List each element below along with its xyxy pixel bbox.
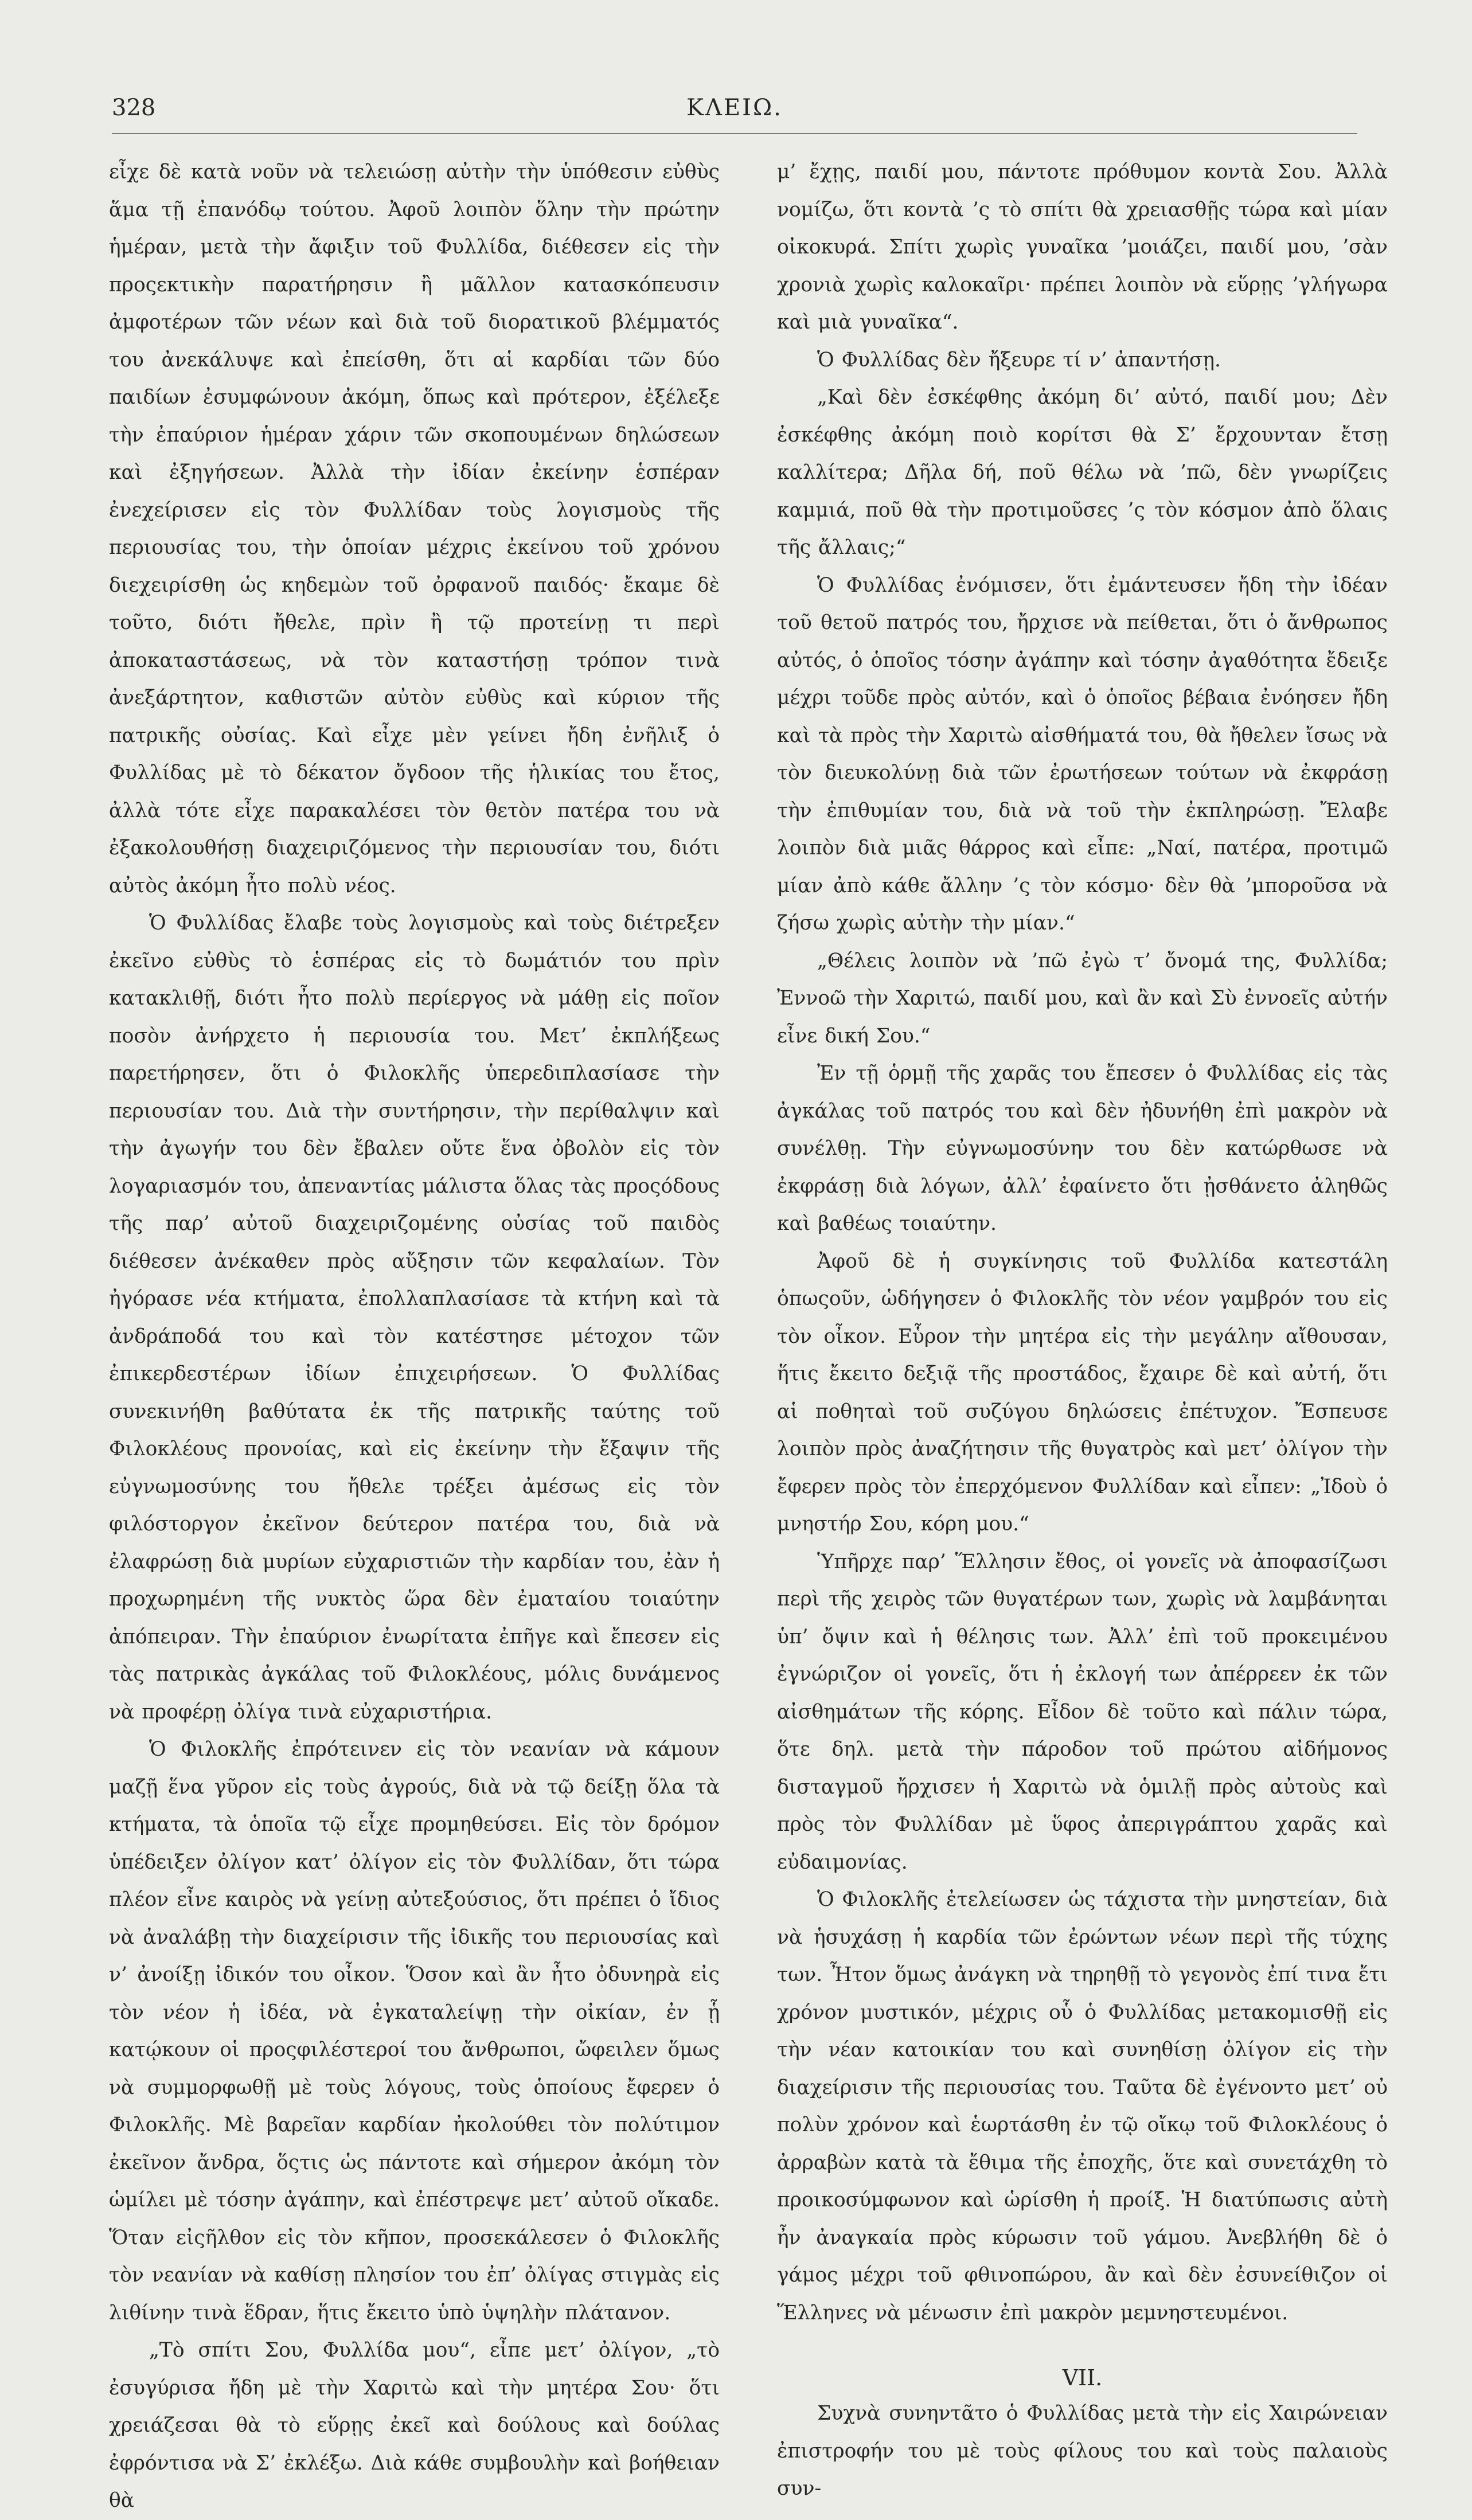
header-rule (112, 133, 1357, 134)
page-number: 328 (112, 95, 156, 121)
paragraph: Ὁ Φυλλίδας ἐνόμισεν, ὅτι ἐμάντευσεν ἤδη τὴν ἰδέαν τοῦ θετοῦ πατρός του, ἤρχισε νὰ πείθεται, ὅτι ὁ ἄνθρωπος αὐτός, ὁ ὁποῖος τόσην ἀγάπην καὶ τόσην ἀγαθότητα ἔδειξε μέχρι τοῦδε πρὸς αὐτόν, καὶ ὁ ὁποῖος βέβαια ἐνόησεν ἤδη καὶ τὰ πρὸς τὴν Χαριτὼ αἰσθήματά του, θὰ ἤθελεν ἴσως νὰ τὸν διευκολύνῃ διὰ τῶν ἐρωτήσεων τούτων νὰ ἐκφράσῃ τὴν ἐπιθυμίαν του, διὰ νὰ τοῦ τὴν ἐκπληρώσῃ. Ἔλαβε λοιπὸν διὰ μιᾶς θάρρος καὶ εἶπε: „Ναί, πατέρα, προτιμῶ μίαν ἀπὸ κάθε ἄλλην ’ς τὸν κόσμο· δὲν θὰ ’μποροῦσα νὰ ζήσω χωρὶς αὐτὴν τὴν μίαν.“ (777, 573, 1388, 935)
paragraph: Συχνὰ συνηντᾶτο ὁ Φυλλίδας μετὰ τὴν εἰς Χαιρώνειαν ἐπιστροφήν του μὲ τοὺς φίλους του καὶ τοὺς παλαιοὺς συν- (777, 2402, 1388, 2500)
paragraph: Ἀφοῦ δὲ ἡ συγκίνησις τοῦ Φυλλίδα κατεστάλη ὁπωςοῦν, ὡδήγησεν ὁ Φιλοκλῆς τὸν νέον γαμβρόν του εἰς τὸν οἶκον. Εὗρον τὴν μητέρα εἰς τὴν μεγάλην αἴθουσαν, ἥτις ἔκειτο δεξιᾷ τῆς προστάδος, ἔχαιρε δὲ καὶ αὐτή, ὅτι αἱ ποθηταὶ τοῦ συζύγου δηλώσεις ἐπέτυχον. Ἔσπευσε λοιπὸν πρὸς ἀναζήτησιν τῆς θυγατρὸς καὶ μετ’ ὀλίγον τὴν ἔφερεν πρὸς τὸν ἐπερχόμενον Φυλλίδαν καὶ εἶπεν: „Ἰδοὺ ὁ μνηστήρ Σου, κόρη μου.“ (777, 1249, 1388, 1536)
paragraph: Ὁ Φυλλίδας δὲν ἤξευρε τί ν’ ἀπαντήσῃ. (817, 348, 1221, 372)
section-number: VII. (1062, 2365, 1103, 2390)
paragraph: „Καὶ δὲν ἐσκέφθης ἀκόμη δι’ αὐτό, παιδί μου; Δὲν ἐσκέφθης ἀκόμη ποιὸ κορίτσι θὰ Σ’ ἔρχουνταν ἔτσῃ καλλίτερα; Δῆλα δή, ποῦ θέλω νὰ ’πῶ, δὲν γνωρίζεις καμμιά, ποῦ θὰ τὴν προτιμοῦσες ’ς τὸν κόσμον ἀπὸ ὅλαις τῆς ἄλλαις;“ (777, 386, 1388, 559)
paragraph: μ’ ἔχῃς, παιδί μου, πάντοτε πρόθυμον κοντὰ Σου. Ἀλλὰ νομίζω, ὅτι κοντὰ ’ς τὸ σπίτι θὰ χρειασθῇς τώρα καὶ μίαν οἰκοκυρά. Σπίτι χωρὶς γυναῖκα ’μοιάζει, παιδί μου, ’σὰν χρονιὰ χωρὶς καλοκαῖρι· πρέπει λοιπὸν νὰ εὕρῃς ’γλήγωρα καὶ μιὰ γυναῖκα“. (777, 161, 1388, 334)
running-title: ΚΛΕΙΩ. (686, 95, 783, 121)
paragraph: Ὁ Φυλλίδας ἔλαβε τοὺς λογισμοὺς καὶ τοὺς διέτρεξεν ἐκεῖνο εὐθὺς τὸ ἑσπέρας εἰς τὸ δωμάτιόν του πρὶν κατακλιθῇ, διότι ἦτο πολὺ περίεργος νὰ μάθῃ εἰς ποῖον ποσὸν ἀνήρχετο ἡ περιουσία του. Μετ’ ἐκπλήξεως παρετήρησεν, ὅτι ὁ Φιλοκλῆς ὑπερεδιπλασίασε τὴν περιουσίαν του. Διὰ τὴν συντήρησιν, τὴν περίθαλψιν καὶ τὴν ἀγωγήν του δὲν ἔβαλεν οὔτε ἕνα ὀβολὸν εἰς τὸν λογαριασμόν του, ἀπεναντίας μάλιστα ὅλας τὰς προςόδους τῆς παρ’ αὐτοῦ διαχειριζομένης οὐσίας τοῦ παιδὸς διέθεσεν ἀνέκαθεν πρὸς αὔξησιν τῶν κεφαλαίων. Τὸν ἠγόρασε νέα κτήματα, ἐπολλαπλασίασε τὰ κτήνη καὶ τὰ ἀνδράποδά του καὶ τὸν κατέστησε μέτοχον τῶν ἐπικερδεστέρων ἰδίων ἐπιχειρήσεων. Ὁ Φυλλίδας συνεκινήθη βαθύτατα ἐκ τῆς πατρικῆς ταύτης τοῦ Φιλοκλέους προνοίας, καὶ εἰς ἐκείνην τὴν ἔξαψιν τῆς εὐγνωμοσύνης του ἤθελε τρέξει ἀμέσως εἰς τὸν φιλόστοργον ἐκεῖνον δεύτερον πατέρα του, διὰ νὰ ἐλαφρώσῃ διὰ μυρίων εὐχαριστιῶν τὴν καρδίαν του, ἐὰν ἡ προχωρημένη τῆς νυκτὸς ὥρα δὲν ἐματαίου τοιαύτην ἀπόπειραν. Τὴν ἐπαύριον ἐνωρίτατα ἐπῆγε καὶ ἔπεσεν εἰς τὰς πατρικὰς ἀγκάλας τοῦ Φιλοκλέους, μόλις δυνάμενος νὰ προφέρῃ ὀλίγα τινὰ εὐχαριστήρια. (109, 912, 720, 1724)
paragraph: Ἐν τῇ ὁρμῇ τῆς χαρᾶς του ἔπεσεν ὁ Φυλλίδας εἰς τὰς ἀγκάλας τοῦ πατρός του καὶ δὲν ἠδυνήθη ἐπὶ μακρὸν νὰ συνέλθῃ. Τὴν εὐγνωμοσύνην του δὲν κατώρθωσε νὰ ἐκφράσῃ διὰ λόγων, ἀλλ’ ἐφαίνετο ὅτι ᾐσθάνετο ἀληθῶς καὶ βαθέως τοιαύτην. (777, 1062, 1388, 1235)
paragraph: Ὁ Φιλοκλῆς ἐπρότεινεν εἰς τὸν νεανίαν νὰ κάμουν μαζῇ ἕνα γῦρον εἰς τοὺς ἀγρούς, διὰ νὰ τῷ δείξῃ ὅλα τὰ κτήματα, τὰ ὁποῖα τῷ εἶχε προμηθεύσει. Εἰς τὸν δρόμον ὑπέδειξεν ὀλίγον κατ’ ὀλίγον εἰς τὸν Φυλλίδαν, ὅτι τώρα πλέον εἶνε καιρὸς νὰ γείνῃ αὐτεξούσιος, ὅτι πρέπει ὁ ἴδιος νὰ ἀναλάβῃ τὴν διαχείρισιν τῆς ἰδικῆς του περιουσίας καὶ ν’ ἀνοίξῃ ἰδικόν του οἶκον. Ὅσον καὶ ἂν ἦτο ὀδυνηρὰ εἰς τὸν νέον ἡ ἰδέα, νὰ ἐγκαταλείψῃ τὴν οἰκίαν, ἐν ᾗ κατῴκουν οἱ προςφιλέστεροί του ἄνθρωποι, ὤφειλεν ὅμως νὰ συμμορφωθῇ μὲ τοὺς λόγους, τοὺς ὁποίους ἔφερεν ὁ Φιλοκλῆς. Μὲ βαρεῖαν καρδίαν ἠκολούθει τὸν πολύτιμον ἐκεῖνον ἄνδρα, ὅςτις ὡς πάντοτε καὶ σήμερον ἀκόμη τὸν ὡμίλει μὲ τόσην ἀγάπην, καὶ ἐπέστρεψε μετ’ αὐτοῦ οἴκαδε. Ὅταν εἰςῆλθον εἰς τὸν κῆπον, προσεκάλεσεν ὁ Φιλοκλῆς τὸν νεανίαν νὰ καθίσῃ πλησίον του ἐπ’ ὀλίγας στιγμὰς εἰς λιθίνην τινὰ ἕδραν, ἥτις ἔκειτο ὑπὸ ὑψηλὴν πλάτανον. (109, 1738, 720, 2324)
paragraph: Ὁ Φιλοκλῆς ἐτελείωσεν ὡς τάχιστα τὴν μνηστείαν, διὰ νὰ ἡσυχάσῃ ἡ καρδία τῶν ἐρώντων νέων περὶ τῆς τύχης των. Ἦτον ὅμως ἀνάγκη νὰ τηρηθῇ τὸ γεγονὸς ἐπί τινα ἔτι χρόνον μυστικόν, μέχρις οὗ ὁ Φυλλίδας μετακομισθῇ εἰς τὴν νέαν κατοικίαν του καὶ συνηθίσῃ ὀλίγον εἰς τὴν διαχείρισιν τῆς περιουσίας του. Ταῦτα δὲ ἐγένοντο μετ’ οὐ πολὺν χρόνον καὶ ἑωρτάσθη ἐν τῷ οἴκῳ τοῦ Φιλοκλέους ὁ ἀρραβὼν κατὰ τὰ ἔθιμα τῆς ἐποχῆς, ὅτε καὶ συνετάχθη τὸ προικοσύμφωνον καὶ ὡρίσθη ἡ προίξ. Ἡ διατύπωσις αὐτὴ ἦν ἀναγκαία πρὸς κύρωσιν τοῦ γάμου. Ἀνεβλήθη δὲ ὁ γάμος μέχρι τοῦ φθινοπώρου, ἂν καὶ δὲν ἐσυνείθιζον οἱ Ἕλληνες νὰ μένωσιν ἐπὶ μακρὸν μεμνηστευμένοι. (777, 1888, 1388, 2324)
paragraph: Ὑπῆρχε παρ’ Ἕλλησιν ἔθος, οἱ γονεῖς νὰ ἀποφασίζωσι περὶ τῆς χειρὸς τῶν θυγατέρων των, χωρὶς νὰ λαμβάνηται ὑπ’ ὄψιν καὶ ἡ θέλησις των. Ἀλλ’ ἐπὶ τοῦ προκειμένου ἐγνώριζον οἱ γονεῖς, ὅτι ἡ ἐκλογή των ἀπέρρεεν ἐκ τῶν αἰσθημάτων τῆς κόρης. Εἶδον δὲ τοῦτο καὶ πάλιν τώρα, ὅτε δηλ. μετὰ τὴν πάροδον τοῦ πρώτου αἰδήμονος δισταγμοῦ ἤρχισεν ἡ Χαριτὼ νὰ ὁμιλῇ πρὸς αὐτοὺς καὶ πρὸς τὸν Φυλλίδαν μὲ ὕφος ἀπεριγράπτου χαρᾶς καὶ εὐδαιμονίας. (777, 1550, 1388, 1874)
paragraph: „Τὸ σπίτι Σου, Φυλλίδα μου“, εἶπε μετ’ ὀλίγον, „τὸ ἐσυγύρισα ἤδη μὲ τὴν Χαριτὼ καὶ τὴν μητέρα Σου· ὅτι χρειάζεσαι θὰ τὸ εὕρῃς ἐκεῖ καὶ δούλους καὶ δούλας ἐφρόντισα νὰ Σ’ ἐκλέξω. Διὰ κάθε συμβουλὴν καὶ βοήθειαν θὰ (109, 2339, 720, 2512)
right-column (777, 154, 1388, 2508)
left-column (109, 154, 720, 2520)
paragraph: „Θέλεις λοιπὸν νὰ ’πῶ ἐγὼ τ’ ὄνομά της, Φυλλίδα; Ἐννοῶ τὴν Χαριτώ, παιδί μου, καὶ ἂν καὶ Σὺ ἐννοεῖς αὐτήν εἶνε δική Σου.“ (777, 949, 1388, 1048)
paragraph: εἶχε δὲ κατὰ νοῦν νὰ τελειώσῃ αὐτὴν τὴν ὑπόθεσιν εὐθὺς ἅμα τῇ ἐπανόδῳ τούτου. Ἀφοῦ λοιπὸν ὅλην τὴν πρώτην ἡμέραν, μετὰ τὴν ἄφιξιν τοῦ Φυλλίδα, διέθεσεν εἰς τὴν προςεκτικὴν παρατήρησιν ἢ μᾶλλον κατασκόπευσιν ἀμφοτέρων τῶν νέων καὶ διὰ τοῦ διορατικοῦ βλέμματός του ἀνεκάλυψε καὶ ἐπείσθη, ὅτι αἱ καρδίαι τῶν δύο παιδίων ἐσυμφώνουν ἀκόμη, ὅπως καὶ πρότερον, ἐξέλεξε τὴν ἐπαύριον ἡμέραν χάριν τῶν σκοπουμένων δηλώσεων καὶ ἐξηγήσεων. Ἀλλὰ τὴν ἰδίαν ἐκείνην ἑσπέραν ἐνεχείρισεν εἰς τὸν Φυλλίδαν τοὺς λογισμοὺς τῆς περιουσίας του, τὴν ὁποίαν μέχρις ἐκείνου τοῦ χρόνου διεχειρίσθη ὡς κηδεμὼν τοῦ ὀρφανοῦ παιδός· ἔκαμε δὲ τοῦτο, διότι ἤθελε, πρὶν ἢ τῷ προτείνῃ τι περὶ ἀποκαταστάσεως, νὰ τὸν καταστήσῃ τρόπον τινὰ ἀνεξάρτητον, καθιστῶν αὐτὸν εὐθὺς καὶ κύριον τῆς πατρικῆς οὐσίας. Καὶ εἶχε μὲν γείνει ἤδη ἐνῆλιξ ὁ Φυλλίδας μὲ τὸ δέκατον ὄγδοον τῆς ἡλικίας του ἔτος, ἀλλὰ τότε εἶχε παρακαλέσει τὸν θετὸν πατέρα του νὰ ἐξακολουθήσῃ διαχειριζόμενος τὴν περιουσίαν του, διότι αὐτὸς ἀκόμη ἦτο πολὺ νέος. (109, 161, 720, 897)
page-header (112, 95, 1357, 129)
